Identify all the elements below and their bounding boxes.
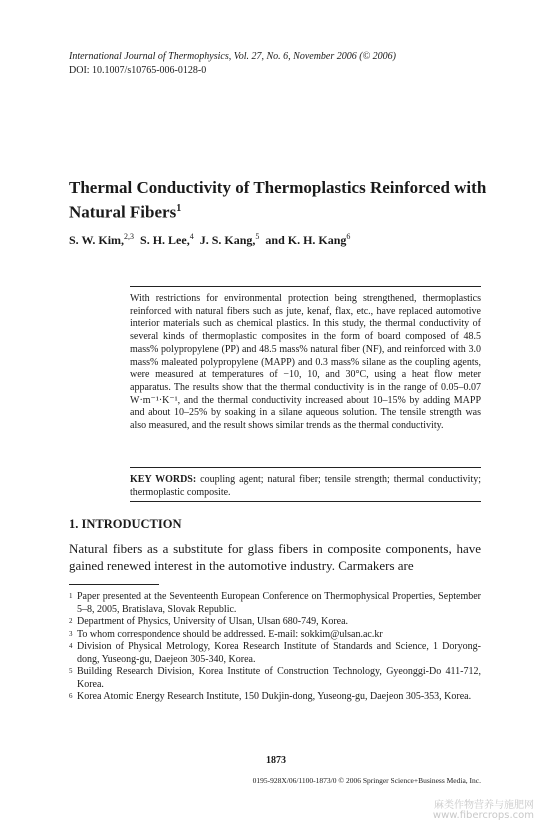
abstract: With restrictions for environmental protection being strengthened, thermoplastics reinforced with natural fibers such as jute, kenaf, flax, etc., have replaced automotive interior materials such as chemical plastics. In this study, the thermal conductivity of several kinds of thermoplastic composites in the form of board composed of 48.5 mass% polypropylene (PP) and 48.5 mass% natural fiber (NF), and reinforced with 3.0 mass% maleated polypropylene (MAPP) and 0.3 mass% silane as the coupling agents, were measured at temperatures of −10, 10, and 30°C, using a heat flow meter apparatus. The results show that the thermal conductivity is in the range of 0.05–0.07 W·m⁻¹·K⁻¹, and the thermal conductivity increased about 10–15% by adding MAPP and about 10–25% by soaking in a silane aqueous solution. The tensile strength was also measured, and the result shows similar trends as the thermal conductivity. [130, 293, 481, 432]
section-heading: 1. INTRODUCTION [69, 517, 182, 531]
page-number: 1873 [266, 755, 286, 766]
footnote-text: Division of Physical Metrology, Korea Research Institute of Standards and Science, 1 Doryong-dong, Yuseong-gu, Daejeon 305-340, Korea. [77, 641, 481, 665]
keywords-text: coupling agent; natural fiber; tensile strength; thermal conductivity; thermoplastic composite. [130, 474, 482, 498]
title-footnote-mark: 1 [176, 203, 182, 214]
footnotes [69, 591, 481, 704]
author-affiliation-mark: 4 [189, 232, 194, 241]
author: J. S. Kang, [199, 233, 256, 247]
footnote-rule [69, 584, 159, 585]
author: and K. H. Kang [265, 233, 347, 247]
footnote-text: Building Research Division, Korea Institute of Construction Technology, Gyeonggi-Do 411-712, Korea. [77, 666, 481, 690]
keywords-bottom-rule [130, 501, 481, 502]
footnote [69, 629, 481, 642]
paper-title [69, 177, 489, 223]
author-affiliation-mark: 2,3 [124, 232, 135, 241]
footnote [69, 641, 481, 666]
doi: DOI: 10.1007/s10765-006-0128-0 [69, 65, 207, 76]
journal-citation: International Journal of Thermophysics, Vol. 27, No. 6, November 2006 (© 2006) [69, 51, 397, 62]
footnote-text: To whom correspondence should be addressed. E-mail: sokkim@ulsan.ac.kr [77, 628, 383, 640]
abstract-top-rule [130, 286, 481, 287]
footnote-number: 1 [69, 592, 73, 600]
author: S. W. Kim, [69, 233, 125, 247]
footnote-number: 6 [69, 692, 73, 700]
footnote-text: Paper presented at the Seventeenth European Conference on Thermophysical Properties, September 5–8, 2005, Bratislava, Slovak Republic. [77, 591, 481, 615]
footnote [69, 591, 481, 616]
author: S. H. Lee, [140, 233, 190, 247]
footnote [69, 691, 481, 704]
author-affiliation-mark: 6 [346, 232, 351, 241]
keywords [130, 474, 481, 499]
watermark-text: 麻类作物营养与施肥网 [434, 800, 534, 811]
author-list [69, 232, 350, 248]
footnote-text: Department of Physics, University of Ulsan, Ulsan 680-749, Korea. [77, 616, 349, 627]
copyright-line: 0195-928X/06/1100-1873/0 © 2006 Springer Science+Business Media, Inc. [252, 776, 481, 785]
body-paragraph: Natural fibers as a substitute for glass fibers in composite components, have gained renewed interest in the automotive industry. Carmakers are [69, 541, 481, 573]
footnote [69, 666, 481, 691]
author-affiliation-mark: 5 [255, 232, 260, 241]
footnote-text: Korea Atomic Energy Research Institute, 150 Dukjin-dong, Yuseong-gu, Daejeon 305-353, Korea. [77, 691, 472, 702]
abstract-bottom-rule [130, 467, 481, 468]
footnote-number: 4 [69, 642, 73, 650]
paper-title-text: Thermal Conductivity of Thermoplastics Reinforced with Natural Fibers [69, 178, 487, 222]
footnote-number: 2 [69, 617, 73, 625]
keywords-label: KEY WORDS: [130, 474, 197, 485]
footnote-number: 5 [69, 667, 73, 675]
footnote [69, 616, 481, 629]
watermark-url: www.fibercrops.com [432, 810, 534, 821]
footnote-number: 3 [69, 629, 73, 638]
